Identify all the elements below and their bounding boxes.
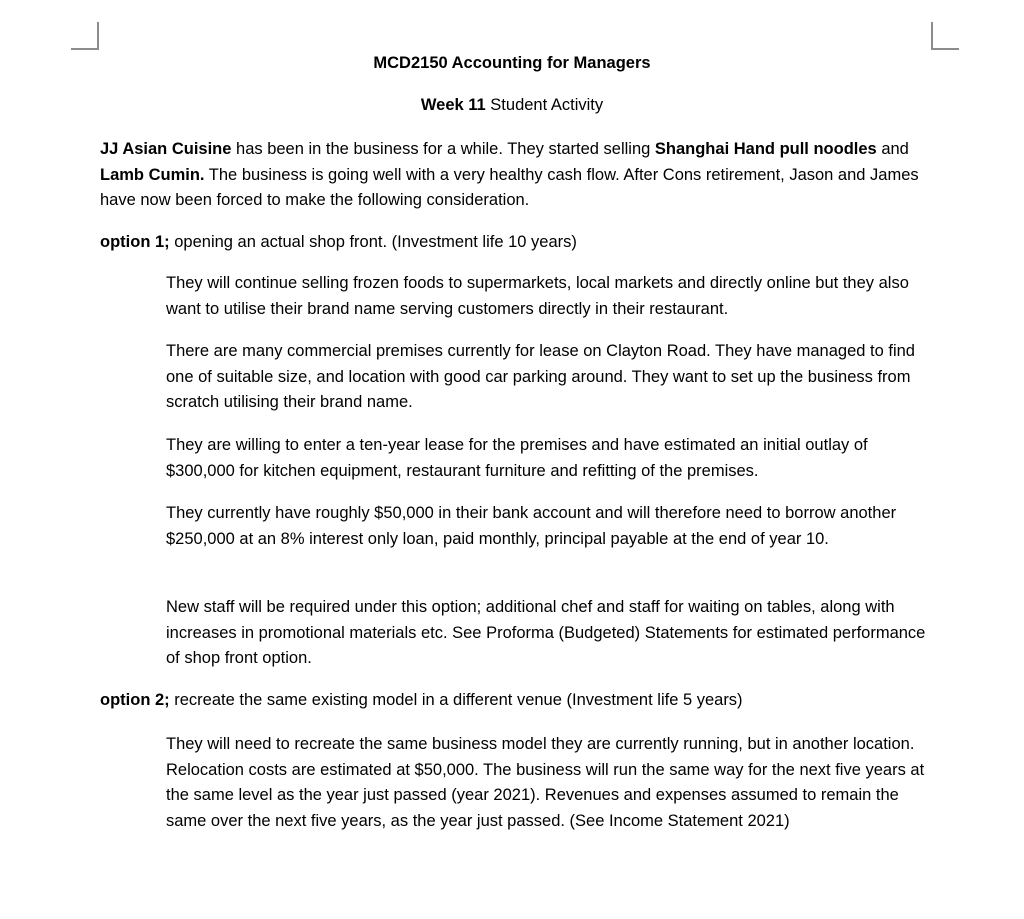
intro-paragraph: JJ Asian Cuisine has been in the business for a while. They started selling Shanghai Hand pull noodles and Lamb Cumin. The business is going well with a very healthy cash flow. After Cons retirement, Jason and James have now been forced to make the following consideration. <box>100 140 919 209</box>
activity-subtitle <box>0 96 1024 115</box>
option-1-paragraph: They are willing to enter a ten-year lease for the premises and have estimated an initial outlay of $300,000 for kitchen equipment, restaurant furniture and refitting of the premises. <box>166 436 868 480</box>
option-2-paragraph: They will need to recreate the same business model they are currently running, but in another location. Relocation costs are estimated at $50,000. The business will run the same way for the next five years at the same level as the year just passed (year 2021). Revenues and expenses assumed to remain the same over the next five years, as the year just passed. (See Income Statement 2021) <box>166 735 925 830</box>
product-1: Shanghai Hand pull noodles <box>654 140 877 158</box>
course-title: MCD2150 Accounting for Managers <box>373 54 651 72</box>
option-1-paragraph: New staff will be required under this option; additional chef and staff for waiting on tables, along with increases in promotional materials etc. See Proforma (Budgeted) Statements for estimated performance of shop front option. <box>166 598 926 667</box>
business-name: JJ Asian Cuisine <box>100 140 232 158</box>
product-2: Lamb Cumin. <box>100 165 205 184</box>
option-1-heading: option 1; opening an actual shop front. (Investment life 10 years) <box>100 233 577 251</box>
option-1-paragraph: There are many commercial premises currently for lease on Clayton Road. They have managed to find one of suitable size, and location with good car parking around. They want to set up the business from scratch utilising their brand name. <box>166 342 915 411</box>
option-2-heading: option 2; recreate the same existing model in a different venue (Investment life 5 years) <box>100 691 743 709</box>
option-1-paragraph: They will continue selling frozen foods to supermarkets, local markets and directly online but they also want to utilise their brand name serving customers directly in their restaurant. <box>166 274 909 318</box>
crop-mark-top-left <box>71 22 99 50</box>
activity-label: Student Activity <box>485 96 604 114</box>
option-1-paragraph: They currently have roughly $50,000 in their bank account and will therefore need to borrow another $250,000 at an 8% interest only loan, paid monthly, principal payable at the end of year 10. <box>166 504 897 548</box>
crop-mark-top-right <box>931 22 959 50</box>
week-label: Week 11 <box>420 96 486 114</box>
